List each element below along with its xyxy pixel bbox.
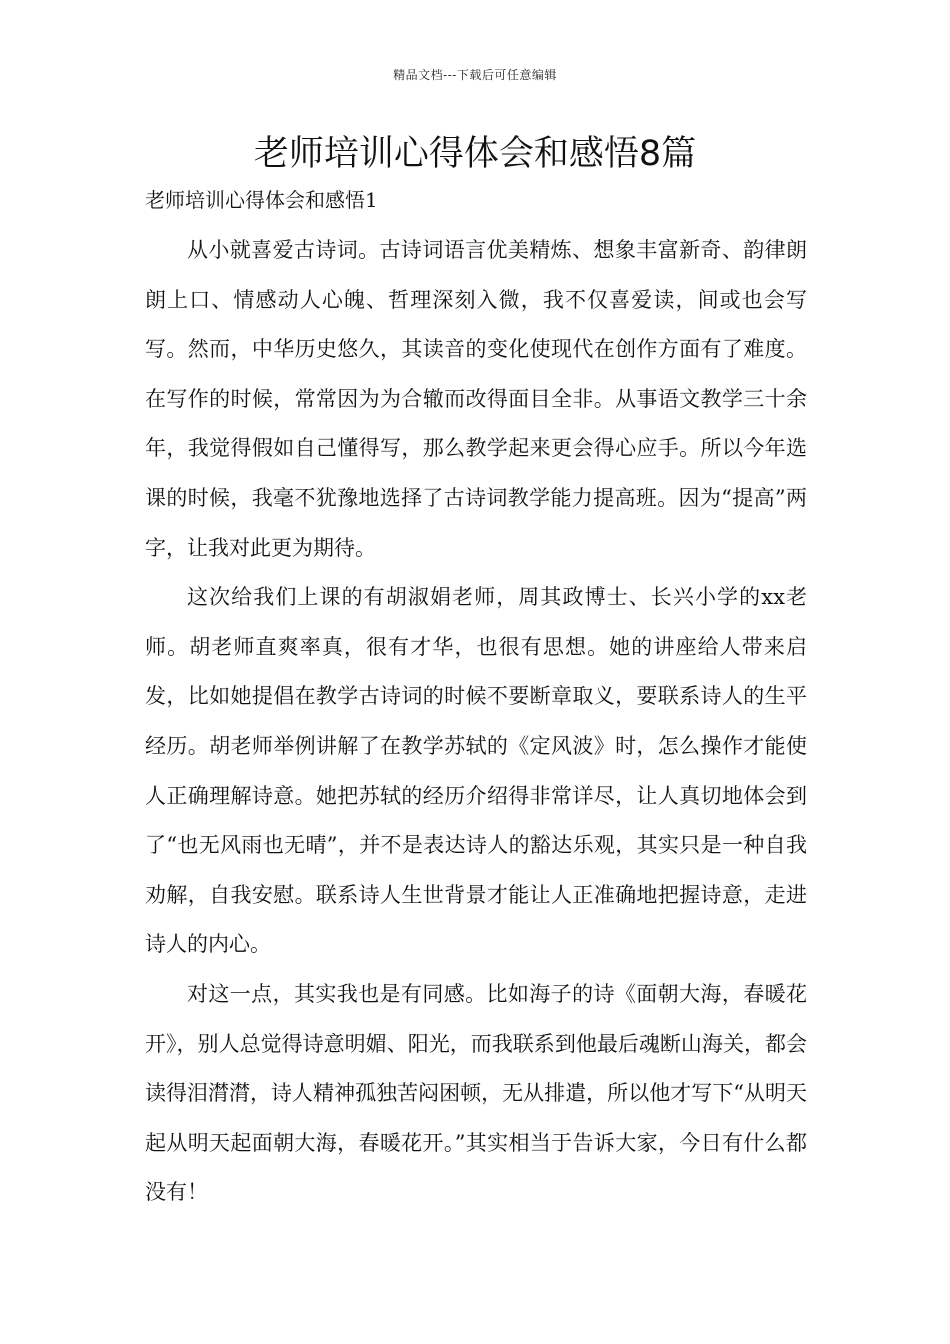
document-title: 老师培训心得体会和感悟8篇: [253, 134, 697, 174]
paragraph-1: 从小就喜爱古诗词。古诗词语言优美精炼、想象丰富新奇、韵律朗朗上口、情感动人心魄、哲理深刻入微，我不仅喜爱读，间或也会写写。然而，中华历史悠久，其读音的变化使现代在创作方面有了难度。在写作的时候，常常因为为合辙而改得面目全非。从事语文教学三十余年，我觉得假如自己懂得写，那么教学起来更会得心应手。所以今年选课的时候，我毫不犹豫地选择了古诗词教学能力提高班。因为“提高”两字，让我对此更为期待。: [145, 238, 807, 560]
header-note: 精品文档---下载后可任意编辑: [393, 68, 557, 82]
body-text: [145, 226, 807, 1218]
paragraph-3: 对这一点，其实我也是有同感。比如海子的诗《面朝大海，春暖花开》，别人总觉得诗意明媚、阳光，而我联系到他最后魂断山海关，都会读得泪潸潸，诗人精神孤独苦闷困顿，无从排遣，所以他才写下“从明天起从明天起面朝大海，春暖花开。”其实相当于告诉大家，今日有什么都没有！: [145, 981, 807, 1205]
section-heading: 老师培训心得体会和感悟1: [145, 188, 378, 212]
paragraph-2: 这次给我们上课的有胡淑娟老师，周其政博士、长兴小学的xx老师。胡老师直爽率真，很有才华，也很有思想。她的讲座给人带来启发，比如她提倡在教学古诗词的时候不要断章取义，要联系诗人的生平经历。胡老师举例讲解了在教学苏轼的《定风波》时，怎么操作才能使人正确理解诗意。她把苏轼的经历介绍得非常详尽，让人真切地体会到了“也无风雨也无晴”，并不是表达诗人的豁达乐观，其实只是一种自我劝解，自我安慰。联系诗人生世背景才能让人正准确地把握诗意，走进诗人的内心。: [145, 585, 807, 957]
